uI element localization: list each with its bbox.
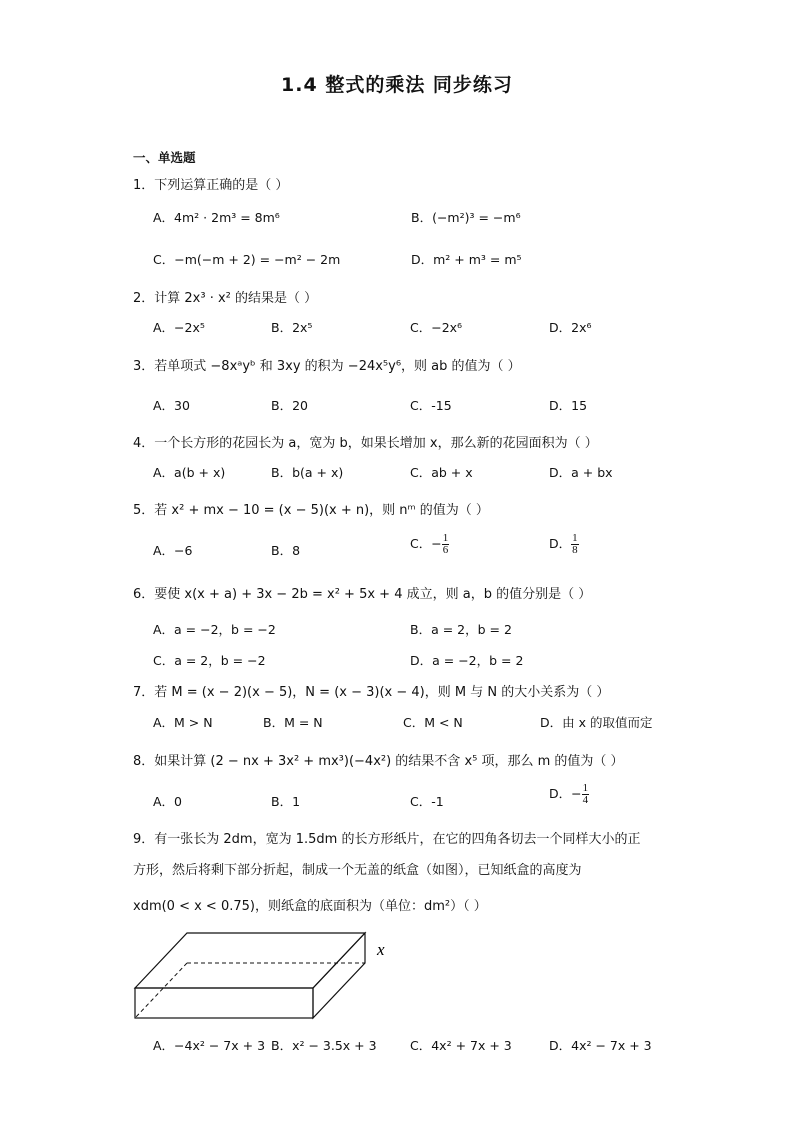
question-1-option-d: D．m² + m³ = m⁵: [411, 252, 522, 267]
fraction-denominator: 6: [442, 544, 449, 556]
question-8-option-d: [549, 783, 589, 806]
question-3-option-b: B．20: [271, 398, 308, 413]
question-2-stem: 2．计算 2x³ · x² 的结果是（ ）: [133, 291, 318, 306]
question-5-stem: 5．若 x² + mx − 10 = (x − 5)(x + n)，则 nᵐ 的值为（ ）: [133, 503, 489, 518]
question-8-option-d-fraction: [582, 783, 590, 806]
question-5-option-d-prefix: D．: [549, 536, 572, 551]
question-8-option-b: B．1: [271, 794, 301, 809]
question-5-option-d-fraction: [571, 533, 579, 556]
box-front-face: [135, 988, 313, 1018]
question-1-option-a: A．4m² · 2m³ = 8m⁶: [153, 210, 280, 225]
question-6-stem: 6．要使 x(x + a) + 3x − 2b = x² + 5x + 4 成立，则 a，b 的值分别是（ ）: [133, 587, 592, 602]
question-1-option-b: B．(−m²)³ = −m⁶: [411, 210, 521, 225]
question-3-stem: 3．若单项式 −8xᵃyᵇ 和 3xy 的积为 −24x⁵y⁶，则 ab 的值为（ ）: [133, 359, 521, 374]
box-top-outline: [135, 933, 365, 988]
question-4-option-b: B．b(a + x): [271, 465, 344, 480]
fraction-numerator: 1: [582, 782, 589, 794]
question-5-option-b: B．8: [271, 543, 301, 558]
question-9-option-b: B．x² − 3.5x + 3: [271, 1038, 377, 1053]
question-9-option-a: A．−4x² − 7x + 3: [153, 1038, 266, 1053]
question-5-option-d: [549, 533, 579, 556]
question-7-option-d: D．由 x 的取值而定: [540, 715, 653, 730]
hidden-edge-left: [135, 963, 187, 1018]
question-6-option-d: D．a = −2，b = 2: [410, 653, 524, 668]
question-2-option-d: D．2x⁶: [549, 320, 592, 335]
question-4-option-a: A．a(b + x): [153, 465, 226, 480]
fraction-numerator: 1: [572, 532, 578, 544]
question-5-option-c-prefix: C．−: [410, 536, 442, 551]
question-6-option-a: A．a = −2，b = −2: [153, 622, 276, 637]
question-1-option-c: C．−m(−m + 2) = −m² − 2m: [153, 252, 341, 267]
question-5-option-a: A．−6: [153, 543, 193, 558]
question-3-option-d: D．15: [549, 398, 588, 413]
question-3-option-a: A．30: [153, 398, 190, 413]
fraction-denominator: 4: [582, 794, 589, 806]
question-4-option-d: D．a + bx: [549, 465, 613, 480]
question-9-option-c: C．4x² + 7x + 3: [410, 1038, 512, 1053]
question-7-option-b: B．M = N: [263, 715, 323, 730]
fraction-denominator: 8: [572, 544, 578, 556]
question-4-option-c: C．ab + x: [410, 465, 473, 480]
question-2-option-b: B．2x⁵: [271, 320, 313, 335]
box-height-label: x: [377, 940, 385, 959]
question-9-stem-line-1: 9．有一张长为 2dm，宽为 1.5dm 的长方形纸片，在它的四角各切去一个同样大小的正: [133, 832, 641, 847]
question-8-option-a: A．0: [153, 794, 183, 809]
question-8-option-c: C．-1: [410, 794, 444, 809]
question-9-stem-line-2: 方形，然后将剩下部分折起，制成一个无盖的纸盒（如图），已知纸盒的高度为: [133, 863, 582, 878]
question-6-option-b: B．a = 2，b = 2: [410, 622, 512, 637]
question-2-option-c: C．−2x⁶: [410, 320, 463, 335]
question-7-option-c: C．M < N: [403, 715, 463, 730]
question-8-option-d-prefix: D．−: [549, 786, 582, 801]
question-5-option-c: [410, 533, 449, 556]
question-3-option-c: C．-15: [410, 398, 452, 413]
question-2-option-a: A．−2x⁵: [153, 320, 205, 335]
question-8-stem: 8．如果计算 (2 − nx + 3x² + mx³)(−4x²) 的结果不含 x⁵ 项，那么 m 的值为（ ）: [133, 754, 624, 769]
section-heading: 一、单选题: [133, 150, 196, 165]
question-9-stem-line-3: xdm(0 < x < 0.75)，则纸盒的底面积为（单位：dm²）（ ）: [133, 899, 487, 914]
fraction-numerator: 1: [442, 532, 449, 544]
question-7-stem: 7．若 M = (x − 2)(x − 5)，N = (x − 3)(x − 4)，则 M 与 N 的大小关系为（ ）: [133, 685, 610, 700]
question-9-option-d: D．4x² − 7x + 3: [549, 1038, 652, 1053]
question-1-stem: 1．下列运算正确的是（ ）: [133, 178, 289, 193]
question-4-stem: 4．一个长方形的花园长为 a，宽为 b，如果长增加 x，那么新的花园面积为（ ）: [133, 436, 598, 451]
question-7-option-a: A．M > N: [153, 715, 213, 730]
page-title: 1.4 整式的乘法 同步练习: [281, 74, 513, 96]
box-figure: [125, 925, 395, 1025]
question-6-option-c: C．a = 2，b = −2: [153, 653, 266, 668]
question-5-option-c-fraction: [442, 533, 450, 556]
box-side-face: [313, 933, 365, 1018]
